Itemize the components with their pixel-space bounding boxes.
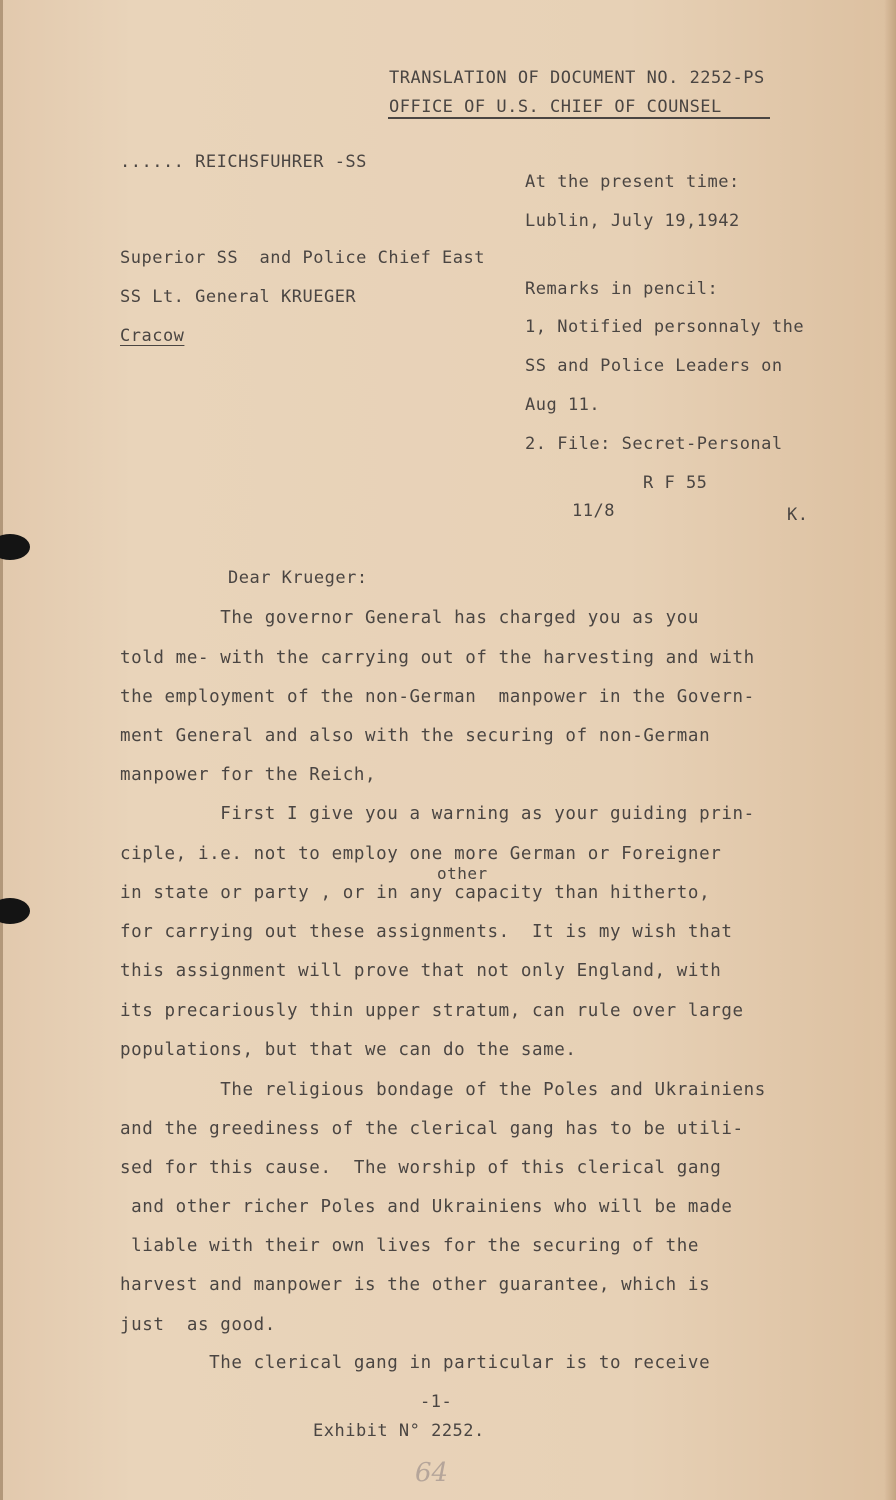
- recipient-name: SS Lt. General KRUEGER: [120, 287, 357, 307]
- body-line-19: just as good.: [120, 1315, 276, 1335]
- page-edge-right: [884, 0, 896, 1500]
- document-title: TRANSLATION OF DOCUMENT NO. 2252-PS: [389, 68, 765, 88]
- date-line: Lublin, July 19,1942: [525, 211, 740, 231]
- body-line-6: First I give you a warning as your guiding prin-: [120, 804, 755, 824]
- body-line-10: this assignment will prove that not only England, with: [120, 961, 722, 981]
- remarks-heading: Remarks in pencil:: [525, 279, 719, 299]
- exhibit-number: Exhibit N° 2252.: [313, 1421, 485, 1441]
- remarks-item-2: 2. File: Secret-Personal: [525, 434, 783, 454]
- body-line-7: ciple, i.e. not to employ one more German or Foreigner: [120, 844, 722, 864]
- recipient-city: Cracow: [120, 326, 185, 346]
- body-line-2: told me- with the carrying out of the harvesting and with: [120, 648, 755, 668]
- body-line-20: The clerical gang in particular is to receive: [120, 1353, 711, 1373]
- office-line: OFFICE OF U.S. CHIEF OF COUNSEL: [389, 97, 722, 117]
- body-line-18: harvest and manpower is the other guarantee, which is: [120, 1275, 711, 1295]
- body-line-9: for carrying out these assignments. It is my wish that: [120, 922, 733, 942]
- handwritten-page-number: 64: [415, 1458, 449, 1488]
- sender-line: ...... REICHSFUHRER -SS: [120, 152, 367, 172]
- body-line-17: liable with their own lives for the securing of the: [120, 1236, 700, 1256]
- office-underline: [388, 117, 770, 119]
- body-line-3: the employment of the non-German manpower in the Govern-: [120, 687, 755, 707]
- remarks-date: 11/8: [572, 501, 615, 521]
- body-line-8: in state or party , or in any capacity than hitherto,: [120, 883, 711, 903]
- punch-hole-top: [0, 534, 30, 560]
- page-edge-left: [0, 0, 3, 1500]
- remarks-initials: R F 55: [643, 473, 708, 493]
- salutation: Dear Krueger:: [228, 568, 368, 588]
- body-line-11: its precariously thin upper stratum, can rule over large: [120, 1001, 744, 1021]
- body-line-16: and other richer Poles and Ukrainiens who will be made: [120, 1197, 733, 1217]
- remarks-item-1-cont: SS and Police Leaders on: [525, 356, 783, 376]
- body-line-5: manpower for the Reich,: [120, 765, 377, 785]
- remarks-item-1-date: Aug 11.: [525, 395, 601, 415]
- body-line-4: ment General and also with the securing of non-German: [120, 726, 711, 746]
- body-line-15: sed for this cause. The worship of this clerical gang: [120, 1158, 722, 1178]
- body-line-12: populations, but that we can do the same.: [120, 1040, 577, 1060]
- remarks-item-1: 1, Notified personnaly the: [525, 317, 805, 337]
- recipient-title: Superior SS and Police Chief East: [120, 248, 485, 268]
- date-location-label: At the present time:: [525, 172, 740, 192]
- remarks-signature: K.: [787, 505, 809, 525]
- punch-hole-bottom: [0, 898, 30, 924]
- interlinear-insertion: other: [437, 864, 488, 883]
- body-line-1: The governor General has charged you as you: [120, 608, 700, 628]
- page-number: -1-: [420, 1392, 453, 1412]
- body-line-14: and the greediness of the clerical gang has to be utili-: [120, 1119, 744, 1139]
- body-line-13: The religious bondage of the Poles and Ukrainiens: [120, 1080, 766, 1100]
